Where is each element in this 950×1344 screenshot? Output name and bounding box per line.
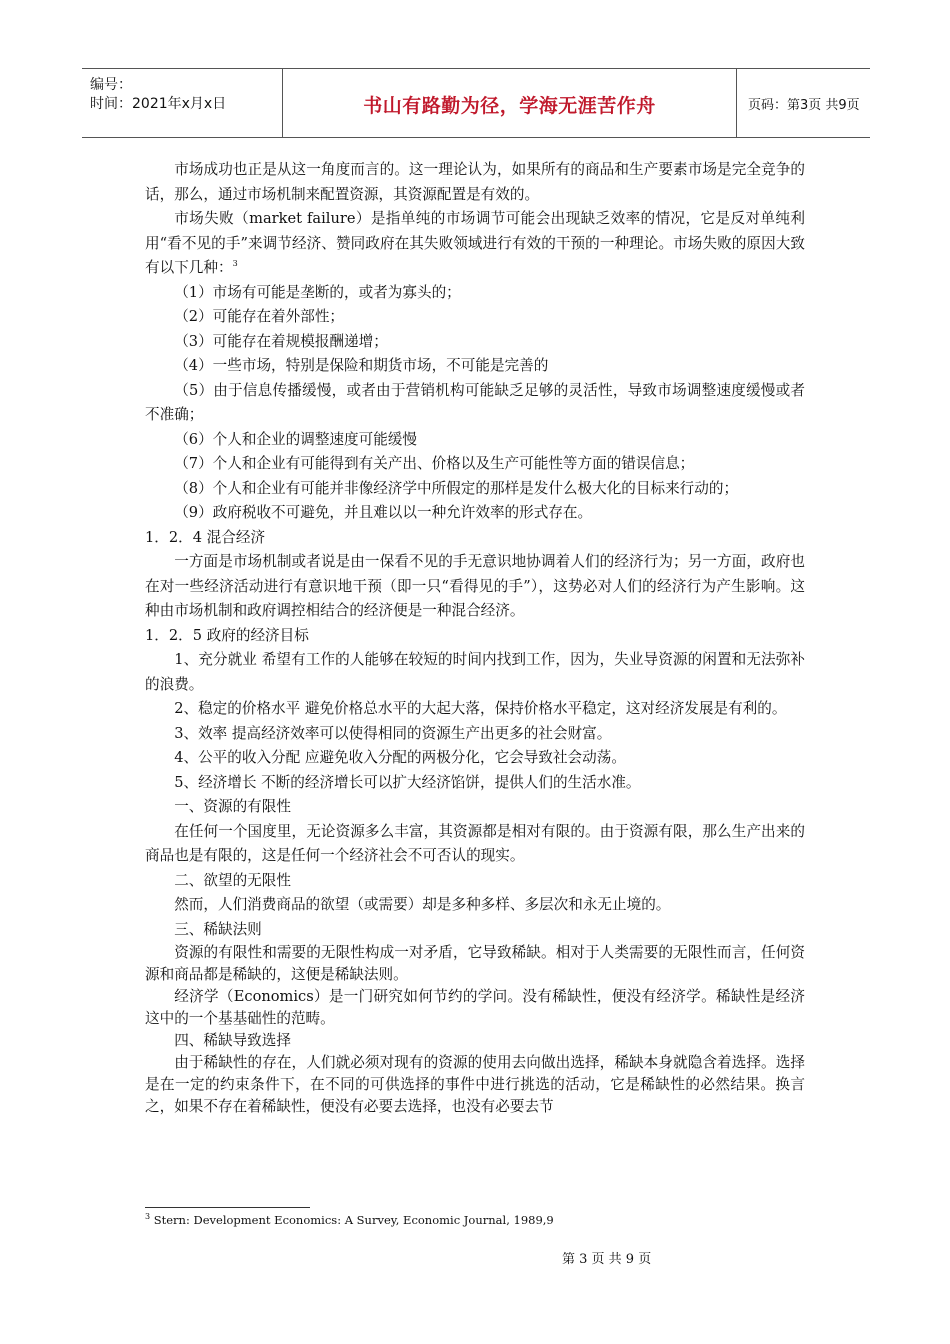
- list-item: （2）可能存在着外部性；: [174, 308, 345, 325]
- date-label: 时间：2021年x月x日: [90, 96, 227, 112]
- paragraph: 资源的有限性和需要的无限性构成一对矛盾，它导致稀缺。相对于人类需要的无限性而言，任何资源和商品都是稀缺的，这便是稀缺法则。: [145, 944, 805, 983]
- list-item: 3、效率 提高经济效率可以使得相同的资源生产出更多的社会财富。: [174, 724, 612, 742]
- section-heading: 四、稀缺导致选择: [174, 1032, 291, 1049]
- section-heading: 二、欲望的无限性: [174, 871, 291, 889]
- footnote-ref: 3: [232, 259, 238, 269]
- footnote-divider: [145, 1207, 310, 1208]
- section-heading: 三、稀缺法则: [174, 920, 262, 938]
- paragraph: 经济学（Economics）是一门研究如何节约的学问。没有稀缺性，便没有经济学。稀缺性是经济这中的一个基基础性的范畴。: [145, 988, 805, 1027]
- list-item: 5、经济增长 不断的经济增长可以扩大经济馅饼，提供人们的生活水准。: [174, 773, 641, 791]
- paragraph: 一方面是市场机制或者说是由一保看不见的手无意识地协调着人们的经济行为；另一方面，政府也在对一些经济活动进行有意识地干预（即一只“看得见的手”），这势必对人们的经济行为产生影响。这种由市场机制和政府调控相结合的经济便是一种混合经济。: [145, 553, 805, 619]
- list-item: （8）个人和企业有可能并非像经济学中所假定的那样是发什么极大化的目标来行动的；: [174, 479, 739, 497]
- list-item: （1）市场有可能是垄断的，或者为寡头的；: [174, 283, 461, 301]
- document-body: [145, 158, 805, 1118]
- list-item: （3）可能存在着规模报酬递增；: [174, 332, 388, 350]
- section-heading: 1．2．5 政府的经济目标: [145, 626, 309, 644]
- list-item: （6）个人和企业的调整速度可能缓慢: [174, 430, 417, 448]
- paragraph: [145, 207, 805, 281]
- list-item: （4）一些市场，特别是保险和期货市场，不可能是完善的: [174, 357, 549, 374]
- paragraph: 由于稀缺性的存在，人们就必须对现有的资源的使用去向做出选择，稀缺本身就隐含着选择。选择是在一定的约束条件下，在不同的可供选择的事件中进行挑选的活动，它是稀缺性的必然结果。换言之，如果不存在着稀缺性，便没有必要去选择，也没有必要去节: [145, 1054, 805, 1115]
- footnote-text: Stern: Development Economics: A Survey, Economic Journal, 1989,9: [153, 1213, 554, 1227]
- list-item: 4、公平的收入分配 应避免收入分配的两极分化，它会导致社会动荡。: [174, 749, 626, 766]
- list-item: （9）政府税收不可避免，并且难以以一种允许效率的形式存在。: [174, 504, 593, 521]
- list-item: （7）个人和企业有可能得到有关产出、价格以及生产可能性等方面的错误信息；: [174, 455, 695, 472]
- header-motto-cell: [282, 69, 737, 137]
- paragraph: 在任何一个国度里，无论资源多么丰富，其资源都是相对有限的。由于资源有限，那么生产出来的商品也是有限的，这是任何一个经济社会不可否认的现实。: [145, 822, 805, 864]
- list-item: （5）由于信息传播缓慢，或者由于营销机构可能缺乏足够的灵活性，导致市场调整速度缓慢或者不准确；: [145, 381, 805, 423]
- list-item: 1、充分就业 希望有工作的人能够在较短的时间内找到工作，因为，失业导资源的闲置和无法弥补的浪费。: [145, 651, 805, 693]
- header-motto: 书山有路勤为径，学海无涯苦作舟: [363, 95, 656, 117]
- footnote: [145, 1213, 554, 1227]
- paragraph: 市场成功也正是从这一角度而言的。这一理论认为，如果所有的商品和生产要素市场是完全竞争的话，那么，通过市场机制来配置资源，其资源配置是有效的。: [145, 161, 805, 203]
- header-meta-cell: [82, 69, 282, 137]
- section-heading: 一、资源的有限性: [174, 798, 291, 815]
- serial-label: 编号：: [90, 77, 132, 93]
- paragraph: 然而，人们消费商品的欲望（或需要）却是多种多样、多层次和永无止境的。: [174, 896, 671, 913]
- paragraph-text: 市场失败（market failure）是指单纯的市场调节可能会出现缺乏效率的情况，它是反对单纯利用“看不见的手”来调节经济、赞同政府在其失败领域进行有效的干预的一种理论。市场失败的原因大致有以下几种：: [145, 210, 805, 276]
- section-heading: 1．2．4 混合经济: [145, 528, 266, 546]
- header-page-code: 页码：第3页 共9页: [748, 98, 860, 113]
- footnote-marker: 3: [145, 1212, 151, 1222]
- page-footer: 第 3 页 共 9 页: [562, 1252, 652, 1267]
- list-item: 2、稳定的价格水平 避免价格总水平的大起大落，保持价格水平稳定，这对经济发展是有利的。: [174, 700, 787, 717]
- header-page-cell: [736, 69, 870, 137]
- page-header: [82, 68, 870, 138]
